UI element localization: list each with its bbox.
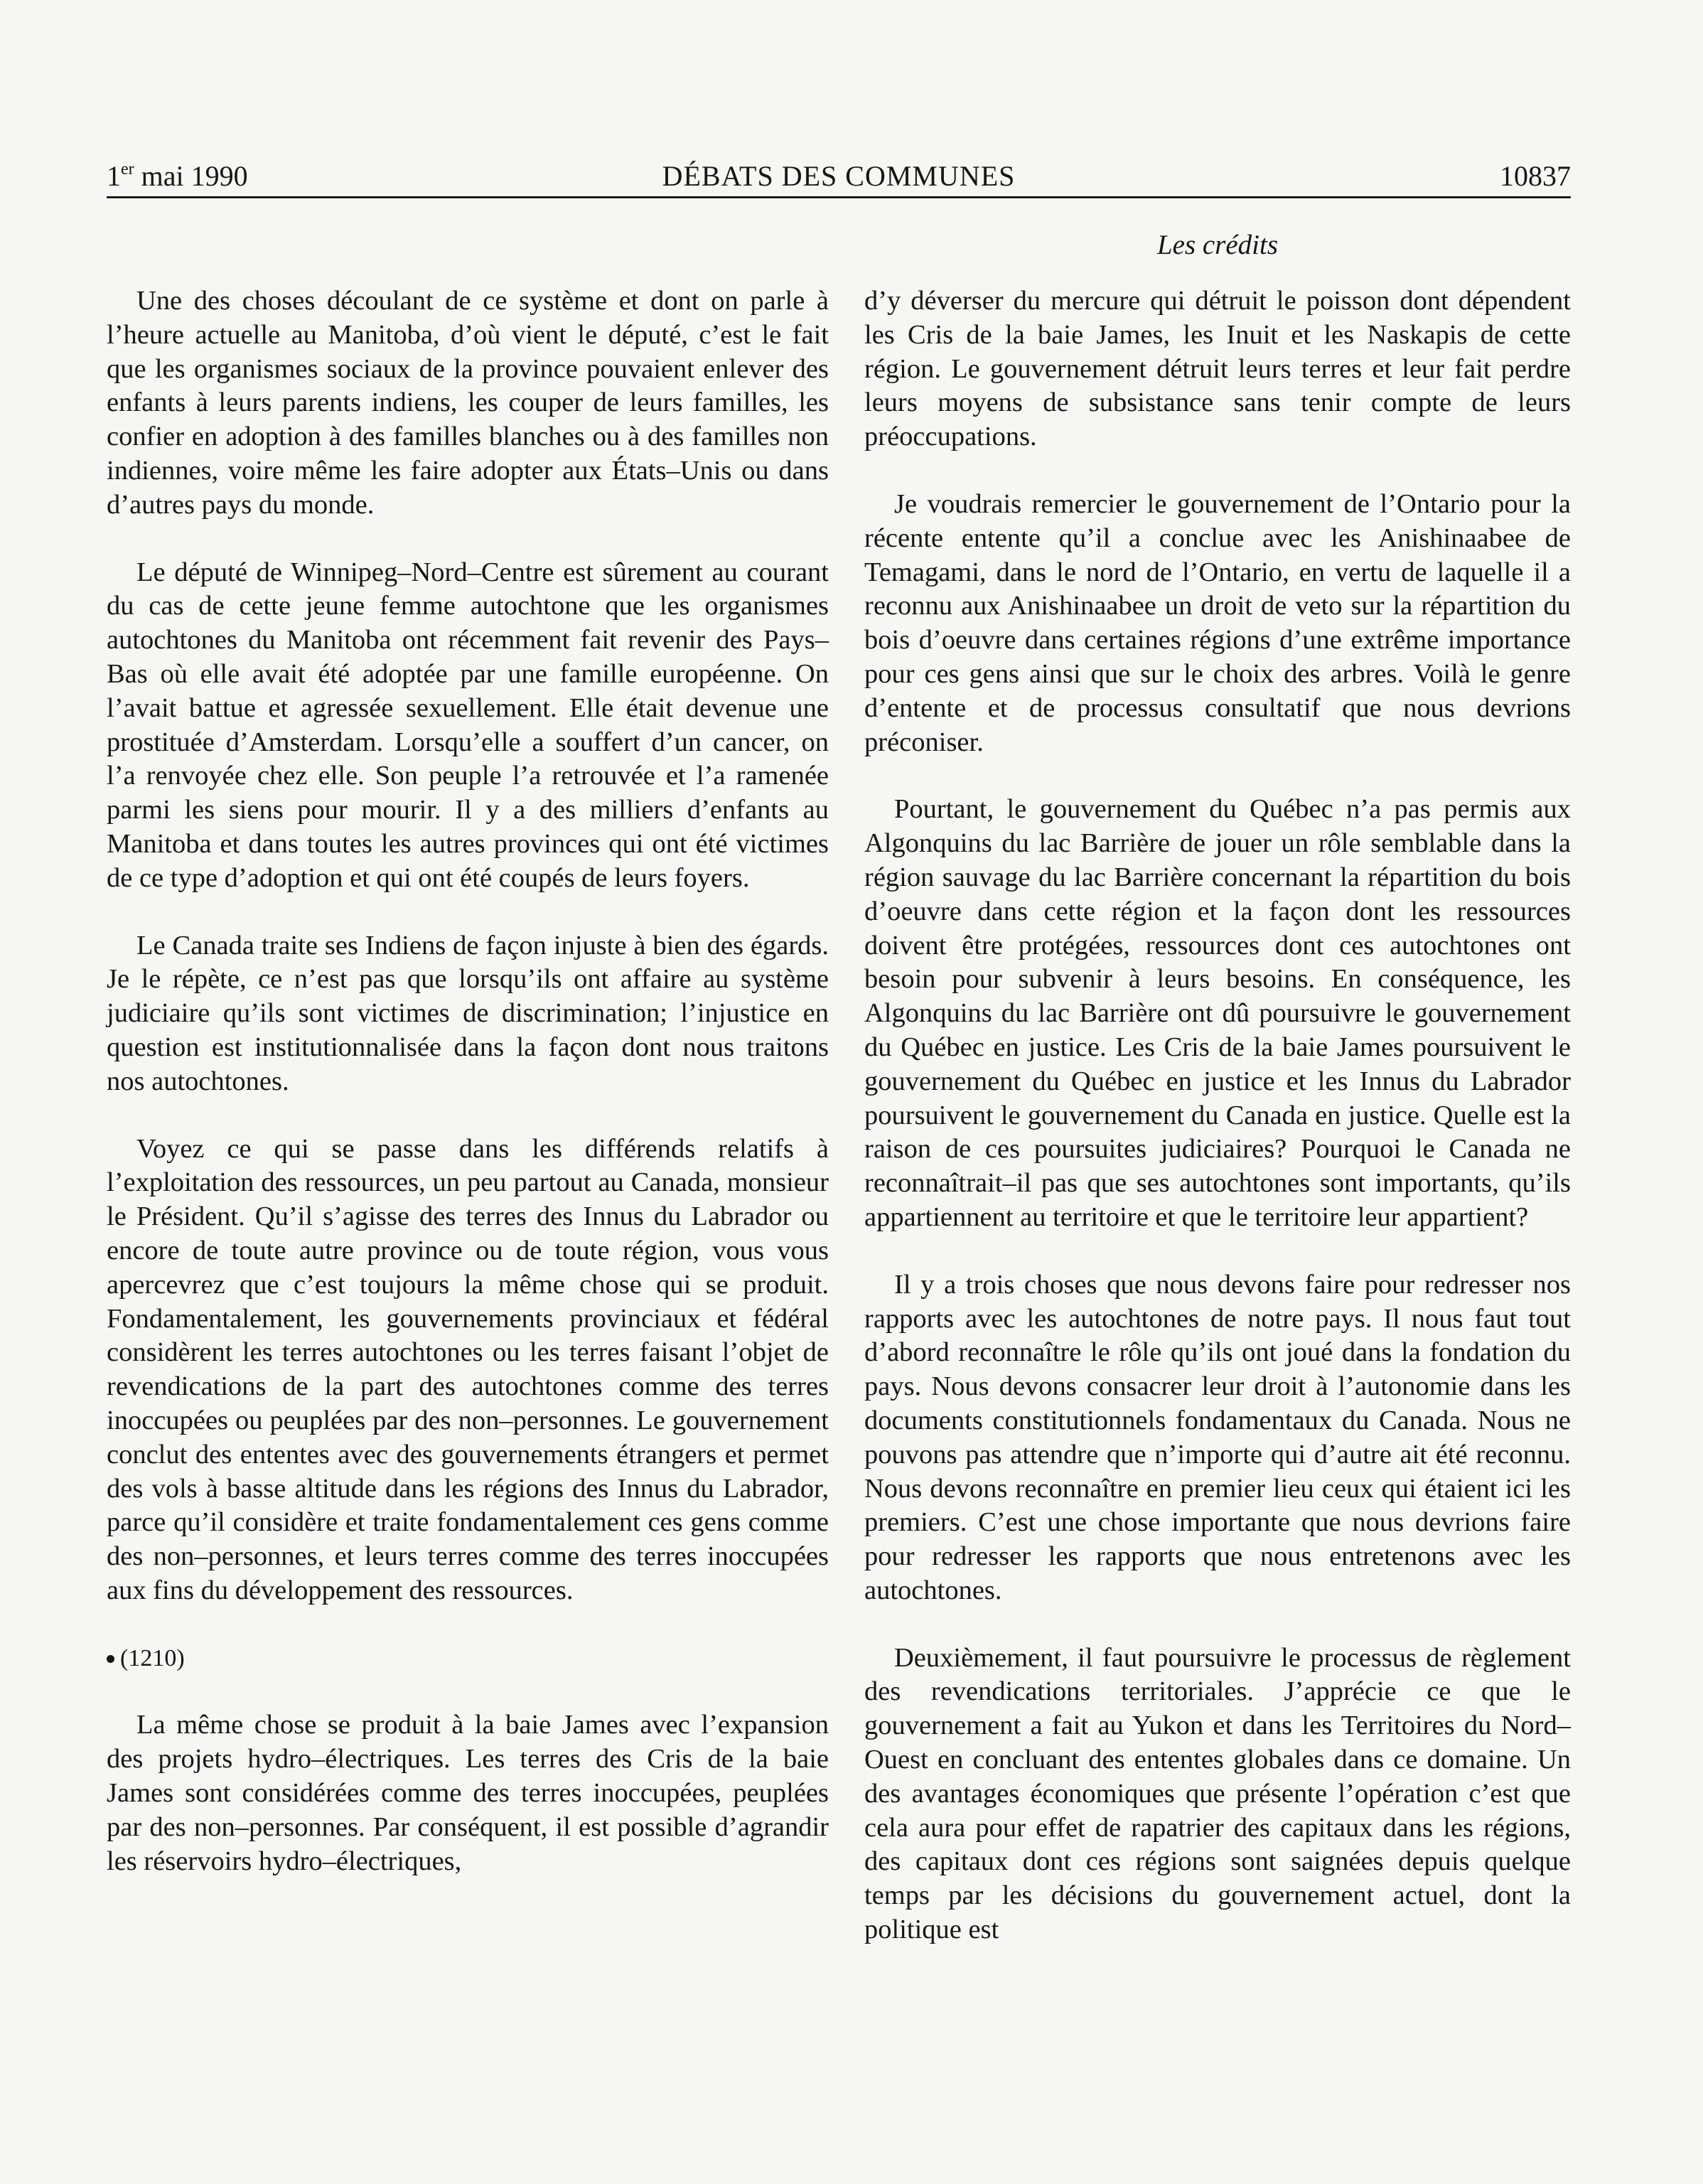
paragraph: Le député de Winnipeg–Nord–Centre est sûrement au courant du cas de cette jeune femme autochtone que les organismes autochtones du Manitoba ont récemment fait revenir des Pays–Bas où elle avait été adoptée par une famille européenne. On l’avait battue et agressée sexuellement. Elle était devenue une prostituée d’Amsterdam. Lorsqu’elle a souffert d’un cancer, on l’a renvoyée chez elle. Son peuple l’a retrouvée et l’a ramenée parmi les siens pour mourir. Il y a des milliers d’enfants au Manitoba et dans toutes les autres provinces qui ont été victimes de ce type d’adoption et qui ont été coupés de leurs foyers. xyxy=(107,557,829,893)
header-date-rest: mai 1990 xyxy=(134,160,248,192)
paragraph: La même chose se produit à la baie James avec l’expansion des projets hydro–électriques. Les terres des Cris de la baie James sont considérées comme des terres inoccupées, peuplées par des non–personnes. Par conséquent, il est possible d’agrandir les réservoirs hydro–électriques, xyxy=(107,1710,829,1876)
section-label: Les crédits xyxy=(1156,230,1279,260)
bullet-icon xyxy=(107,1655,114,1663)
paragraph: d’y déverser du mercure qui détruit le poisson dont dépendent les Cris de la baie James, les Inuit et les Naskapis de cette région. Le gouvernement détruit leurs terres et leur fait perdre leurs moyens de subsistance sans tenir compte de leurs préoccupations. xyxy=(864,286,1571,452)
paragraph: Deuxièmement, il faut poursuivre le processus de règlement des revendications territoriales. J’apprécie ce que le gouvernement a fait au Yukon et dans les Territoires du Nord–Ouest en concluant des ententes globales dans ce domaine. Un des avantages économiques que présente l’opération c’est que cela aura pour effet de rapatrier des capitaux dans les régions, des capitaux dont ces régions sont saignées depuis quelque temps par les décisions du gouvernement actuel, dont la politique est xyxy=(864,1642,1571,1945)
paragraph: Le Canada traite ses Indiens de façon injuste à bien des égards. Je le répète, ce n’est pas que lorsqu’ils ont affaire au système judiciaire qu’ils sont victimes de discrimination; l’injustice en question est institutionnalisée dans la façon dont nous traitons nos autochtones. xyxy=(107,930,829,1096)
header-date-day: 1 xyxy=(107,160,121,192)
paragraph: Pourtant, le gouvernement du Québec n’a pas permis aux Algonquins du lac Barrière de jouer un rôle semblable dans la région sauvage du lac Barrière concernant la répartition du bois d’oeuvre dans cette région et la façon dont les ressources doivent être protégées, ressources dont ces autochtones ont besoin pour subvenir à leurs besoins. En conséquence, les Algonquins du lac Barrière ont dû poursuivre le gouvernement du Québec en justice. Les Cris de la baie James poursuivent le gouvernement du Québec en justice et les Innus du Labrador poursuivent le gouvernement du Canada en justice. Quelle est la raison de ces poursuites judiciaires? Pourquoi le Canada ne reconnaîtrait–il pas que ses autochtones sont importants, qu’ils appartiennent au territoire et que le territoire leur appartient? xyxy=(864,794,1571,1232)
header-title: DÉBATS DES COMMUNES xyxy=(662,160,1016,192)
page-number: 10837 xyxy=(1500,160,1571,192)
paragraph: Une des choses découlant de ce système et dont on parle à l’heure actuelle au Manitoba, d’où vient le député, c’est le fait que les organismes sociaux de la province pouvaient enlever des enfants à leurs parents indiens, les couper de leurs familles, les confier en adoption à des familles blanches ou à des familles non indiennes, voire même les faire adopter aux États–Unis ou dans d’autres pays du monde. xyxy=(107,286,829,520)
time-marker xyxy=(107,1642,829,1676)
left-column xyxy=(107,284,829,2161)
time-marker-text: (1210) xyxy=(120,1644,185,1671)
header-date-superscript: er xyxy=(121,160,134,178)
right-column xyxy=(864,284,1571,2161)
paragraph: Voyez ce qui se passe dans les différends relatifs à l’exploitation des ressources, un peu partout au Canada, monsieur le Président. Qu’il s’agisse des terres des Innus du Labrador ou encore de toute autre province ou de toute région, vous vous apercevrez que c’est toujours la même chose qui se produit. Fondamentalement, les gouvernements provinciaux et fédéral considèrent les terres autochtones ou les terres faisant l’objet de revendications de la part des autochtones comme des terres inoccupées ou peuplées par des non–personnes. Le gouvernement conclut des ententes avec des gouvernements étrangers et permet des vols à basse altitude dans les régions des Innus du Labrador, parce qu’il considère et traite fondamentalement ces gens comme des non–personnes, et leurs terres comme des terres inoccupées aux fins du développement des ressources. xyxy=(107,1133,829,1605)
header-rule xyxy=(107,196,1571,198)
paragraph: Il y a trois choses que nous devons faire pour redresser nos rapports avec les autochtones de notre pays. Il nous faut tout d’abord reconnaître le rôle qu’ils ont joué dans la fondation du pays. Nous devons consacrer leur droit à l’autonomie dans les documents constitutionnels fondamentaux du Canada. Nous ne pouvons pas attendre que n’importe qui d’autre ait été reconnu. Nous devons reconnaître en premier lieu ceux qui étaient ici les premiers. C’est une chose importante que nous devrions faire pour redresser les rapports que nous entretenons avec les autochtones. xyxy=(864,1269,1571,1605)
paragraph: Je voudrais remercier le gouvernement de l’Ontario pour la récente entente qu’il a conclue avec les Anishinaabee de Temagami, dans le nord de l’Ontario, en vertu de laquelle il a reconnu aux Anishinaabee un droit de veto sur la répartition du bois d’oeuvre dans certaines régions d’une extrême importance pour ces gens ainsi que sur le choix des arbres. Voilà le genre d’entente et de processus consultatif que nous devrions préconiser. xyxy=(864,488,1571,757)
page-header xyxy=(107,159,1571,199)
